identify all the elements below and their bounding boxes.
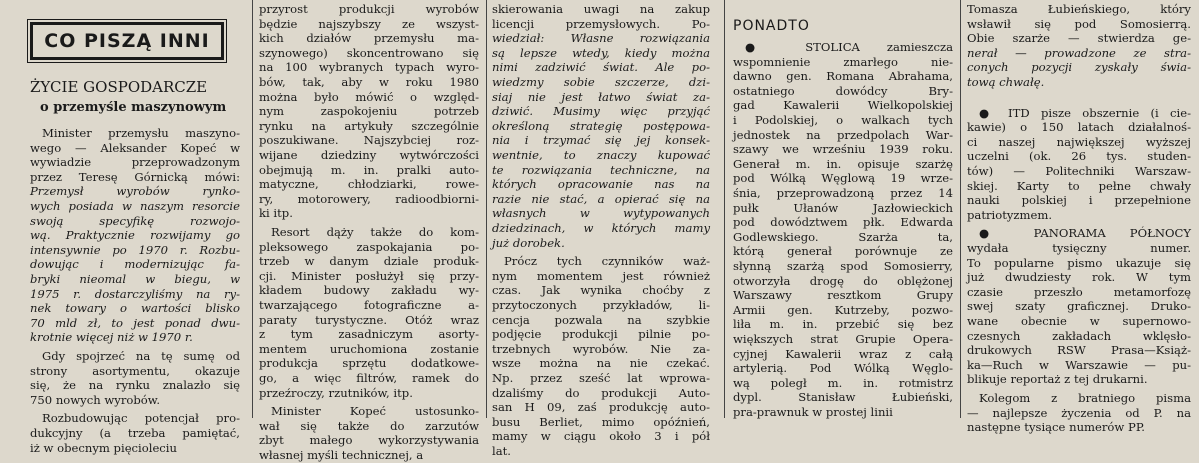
text-line: wą poległ m. in. rotmistrz [733,375,953,390]
text-line: tową chwałę. [967,75,1045,89]
column-rule [724,0,725,418]
text-line: dypl. Stanisław Łubieński, [733,390,953,405]
text-line: przez Teresę Górnicką mówi: [30,169,240,184]
column-2 [259,0,479,462]
text-line: nek towary o wartości blisko [30,301,240,316]
text-line: skierowania uwagi na zakup [492,2,710,16]
text-line: krotnie więcej niż w 1970 r. [30,330,193,345]
text-line: dowując i modernizując fa- [30,257,240,272]
text-line: pod Wólką Węglową 19 wrze- [733,171,953,186]
text-line: przytoczonych przykładów, li- [492,298,710,312]
column-3 [492,0,710,458]
text-line: Gdy spojrzeć na tę sumę od [42,349,240,363]
text-line: czas. Jak wynika choćby z [492,283,710,298]
text-line: kawie) o 150 latach działalnoś- [967,120,1191,135]
text-line: Obie szarże — stwierdza ge- [967,31,1191,46]
text-line: Godlewskiego. Szarża ta, [733,229,953,244]
text-line: liła m. in. przebić się bez [733,317,953,332]
text-line: dziwić. Musimy więc przyjąć [492,104,710,119]
text-line: pod dowództwem płk. Edwarda [733,215,953,230]
text-line: czesnych zakładach wklęsło- [967,328,1191,343]
text-line: słynną szarżą spod Somosierry, [733,259,953,273]
text-line: swoją specyfikę rozwojo- [30,213,240,228]
column-1 [30,0,240,455]
text-line: wentnie, to znaczy kupować [492,148,710,162]
text-line: wych posiada w naszym resorcie [30,199,240,213]
text-line: ci naszej największej wyższej [967,134,1191,149]
text-line: bów, tak, aby w roku 1980 [259,75,479,89]
article-subheading: o przemyśle maszynowym [40,100,227,115]
text-line: ostatniego dowódcy Bry- [733,83,953,98]
text-line: rynku na artykuły szczególnie [259,118,479,133]
text-line: wsze można na nie czekać. [492,356,710,371]
text-line: szawy we wrześniu 1939 roku. [733,142,953,157]
text-line: poszukiwane. Najszybciej roz- [259,133,479,148]
text-line: dawno gen. Romana Abrahama, [733,69,953,84]
text-line: san H 09, zaś produkcję auto- [492,400,710,415]
text-line: nerał — prowadzone ze stra- [967,45,1191,60]
column-rule [486,0,487,418]
text-line: strony asortymentu, okazuje [30,363,240,378]
text-line: się, że na rynku znalazło się [30,378,240,393]
text-line: mamy w ciągu około 3 i pół [492,429,710,444]
text-line: pułk Ułanów Jazłowieckich [733,200,953,215]
text-line: wego — Aleksander Kopeć w [30,140,240,155]
text-line: jednostek na przedpolach War- [733,127,953,142]
text-line: skiej. Karty to pełne chwały [967,178,1191,193]
text-line: otworzyła drogę do oblężonej [733,273,953,288]
text-line: ka—Ruch w Warszawie — pu- [967,357,1191,372]
text-line: trzeb w danym dziale produk- [259,254,479,269]
text-line: wane obecnie w supernowo- [967,314,1191,328]
column-rule [960,0,961,418]
text-line: zbyt małego wykorzystywania [259,433,479,448]
text-line: Prócz tych czynników waż- [504,254,710,269]
text-line: nym momentem jest również [492,268,710,283]
text-line: własnej myśli technicznej, a [259,448,424,462]
text-line: ● STOLICA zamieszcza [745,40,953,54]
column-rule [252,0,253,418]
text-line: licencji przemysłowych. Po- [492,16,710,31]
text-line: wą. Praktycznie rozwijamy go [30,228,240,243]
text-line: wiedział: Własne rozwiązania [492,31,710,46]
text-line: artylerią. Pod Wólką Węglo- [733,361,953,376]
text-line: — najlepsze życzenia od P. na [967,405,1191,420]
text-line: ry, motorowery, radioodbiorni- [259,191,479,206]
text-line: Generał m. in. opisuje szarżę [733,156,953,171]
text-line: dukcyjny (a trzeba pamiętać, [30,426,240,440]
text-line: którą generał porównuje ze [733,244,953,259]
text-line: Armii gen. Kutrzeby, pozwo- [733,302,953,317]
ponadto-heading: PONADTO [733,18,810,34]
text-line: twarzającego fotograficzne a- [259,298,479,312]
text-line: ki itp. [259,206,293,221]
text-line: To popularne pismo ukazuje się [967,255,1191,270]
text-line: Przemysł wyrobów rynko- [30,184,240,199]
text-line: Kolegom z bratniego pisma [979,391,1191,405]
text-line: cencja pozwala na szybkie [492,312,710,327]
text-line: drukowych RSW Prasa—Książ- [967,343,1191,358]
text-line: tów) — Politechniki Warszaw- [967,164,1191,178]
text-line: już dorobek. [492,235,565,250]
text-line: których opracowanie nas na [492,177,710,192]
text-line: paraty turystyczne. Otóż wraz [259,312,479,327]
text-line: określoną strategię postępowa- [492,118,710,133]
text-line: wijane dziedziny wytwórczości [259,148,479,162]
text-line: Tomasza Łubieńskiego, który [967,2,1191,16]
text-line: nia i trzymać się jej konsek- [492,133,710,148]
text-line: lat. [492,444,511,458]
text-line: wsławił się pod Somosierrą. [967,16,1191,31]
text-line: busu Berliet, mimo opóźnień, [492,414,710,429]
text-line: nimi zadziwić świat. Ale po- [492,60,710,75]
text-line: kładem budowy zakładu wy- [259,283,479,298]
text-line: produkcja sprzętu dodatkowe- [259,356,479,371]
text-line: z tym zasadniczym asorty- [259,327,479,342]
column-5 [967,0,1191,435]
text-line: swej szaty graficznej. Druko- [967,299,1191,314]
text-line: przeźroczy, rzutników, itp. [259,385,413,400]
text-line: będzie najszybszy ze wszyst- [259,16,479,31]
text-line: conych pozycji zyskały świa- [967,60,1191,75]
text-line: matyczne, chłodziarki, rowe- [259,177,479,192]
text-line: są lepsze wtedy, kiedy można [492,45,710,60]
text-line: przyrost produkcji wyrobów [259,2,479,16]
text-line: dzaliśmy do produkcji Auto- [492,385,710,400]
text-line: intensywnie po 1970 r. Rozbu- [30,242,240,257]
text-line: iż w obecnym pięcioleciu [30,440,177,455]
text-line: gad Kawalerii Wielkopolskiej [733,98,953,113]
text-line: i Podolskiej, o walkach tych [733,113,953,127]
text-line: te rozwiązania techniczne, na [492,162,710,177]
text-line: pra-prawnuk w prostej linii [733,405,893,419]
text-line: 70 mld zł, to jest ponad dwu- [30,315,240,330]
text-line: cyjnej Kawalerii wraz z całą [733,346,953,361]
text-line: uczelni (ok. 26 tys. studen- [967,149,1191,164]
text-line: Minister przemysłu maszyno- [42,126,240,140]
section-title-box: CO PISZĄ INNI [30,22,224,60]
text-line: obejmują m. in. pralki auto- [259,162,479,177]
text-line: wiedzmy sobie szczerze, dzi- [492,75,710,89]
text-line: trzebnych wyrobów. Nie za- [492,341,710,356]
text-line: Np. przez sześć lat wprowa- [492,371,710,385]
text-line: razie nie stać, a opierać się na [492,191,710,206]
text-line: blikuje reportaż z tej drukarni. [967,372,1148,387]
text-line: nauki polskiej i przepełnione [967,193,1191,208]
text-line: można było mówić o względ- [259,89,479,104]
text-line: śnia, przeprowadzoną przez 14 [733,186,953,200]
section-heading: ŻYCIE GOSPODARCZE [30,78,208,96]
text-line: bryki nieomal w biegu, w [30,272,240,286]
text-line: dziedzinach, w których mamy [492,221,710,235]
text-line: już dwudziesty rok. W tym [967,270,1191,285]
text-line: pleksowego zaspokajania po- [259,239,479,254]
text-line: wał się także do zarzutów [259,418,479,433]
text-line: 1975 r. dostarczyliśmy na ry- [30,286,240,301]
column-4 [733,0,953,418]
text-line: Resort dąży także do kom- [271,225,479,239]
text-line: Rozbudowując potencjał pro- [42,411,240,426]
text-line: podjęcie produkcji pilnie po- [492,327,710,342]
text-line: nym zaspokojeniu potrzeb [259,104,479,119]
text-line: kich działów przemysłu ma- [259,31,479,46]
text-line: cji. Minister posłużył się przy- [259,268,479,283]
text-line: siaj nie jest łatwo świat za- [492,89,710,104]
text-line: ● PANORAMA PÓŁNOCY [979,226,1191,241]
text-line: patriotyzmem. [967,207,1053,222]
text-line: następne tysiące numerów PP. [967,420,1145,435]
text-line: 750 nowych wyrobów. [30,392,161,407]
text-line: większych strat Grupie Opera- [733,332,953,346]
text-line: własnych w wytypowanych [492,206,710,221]
text-line: wywiadzie przeprowadzonym [30,155,240,170]
text-line: czasie przeszło metamorfozę [967,284,1191,299]
text-line: wydała tysięczny numer. [967,241,1191,255]
text-line: wspomnienie zmarłego nie- [733,54,953,69]
text-line: na 100 wybranych typach wyro- [259,60,479,75]
text-line: mentem uruchomiona zostanie [259,341,479,356]
text-line: go, a więc filtrów, ramek do [259,371,479,385]
text-line: ● ITD pisze obszernie (i cie- [979,105,1191,120]
text-line: Minister Kopeć ustosunko- [271,404,479,419]
text-line: szynowego) skoncentrowano się [259,45,479,60]
text-line: Warszawy resztkom Grupy [733,288,953,303]
